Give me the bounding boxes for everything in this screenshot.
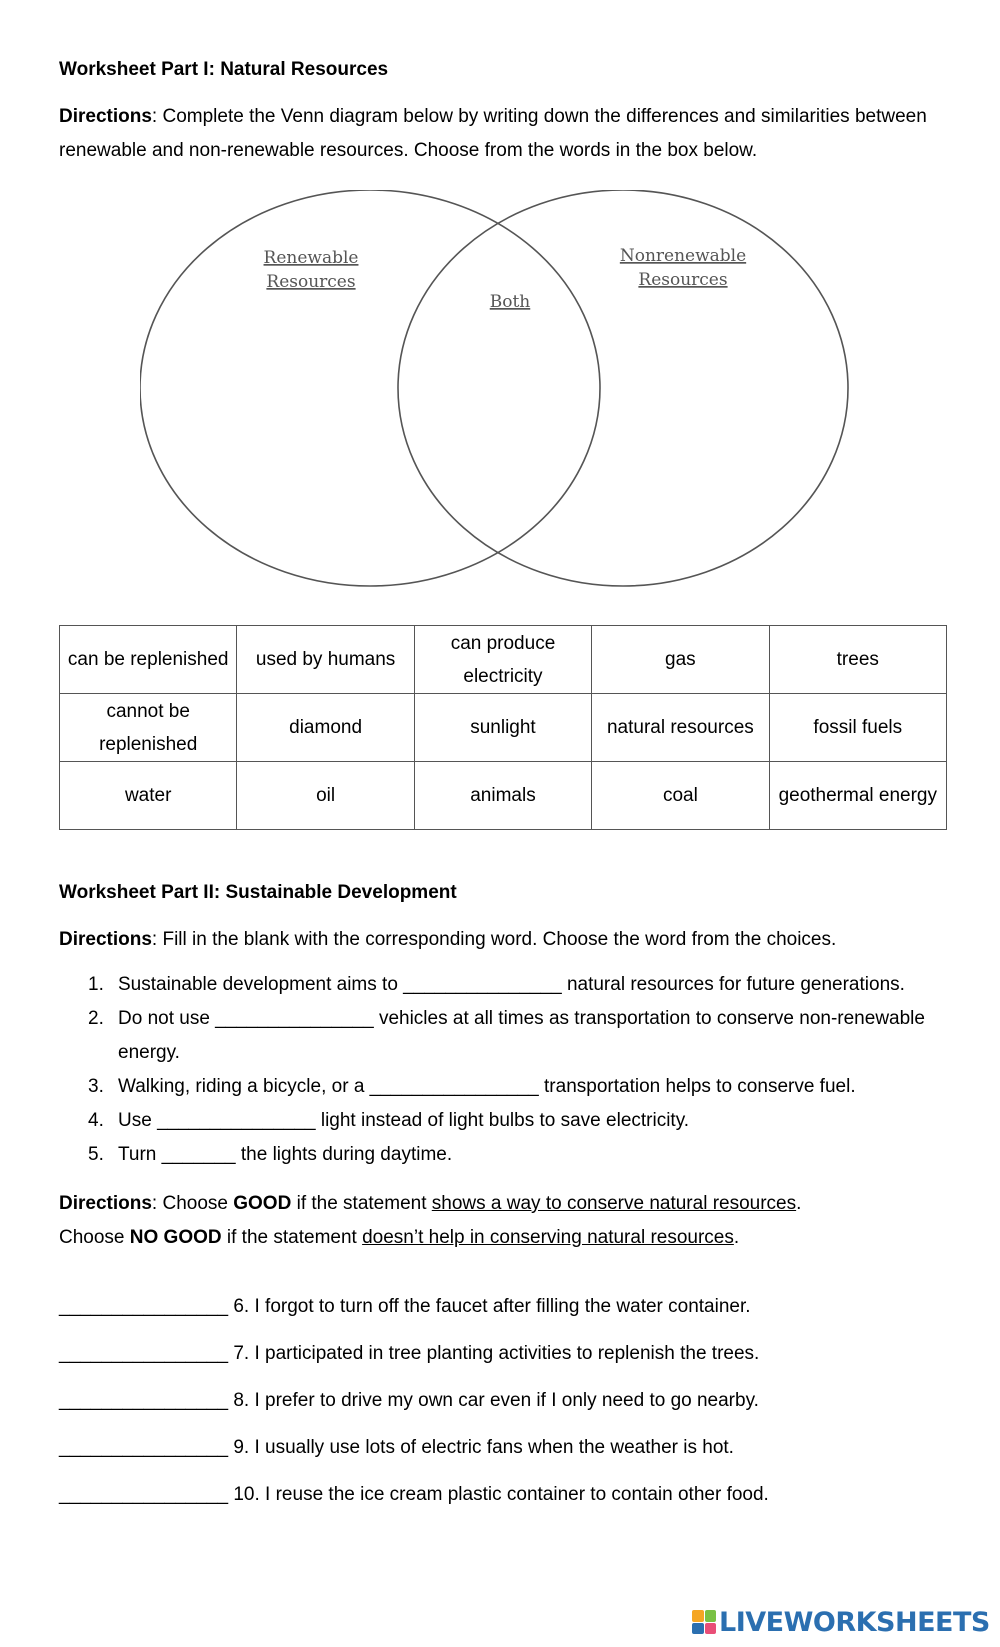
word-cell: geothermal energy — [769, 762, 946, 830]
logo-text: LIVEWORKSHEETS — [719, 1606, 990, 1638]
word-cell: natural resources — [592, 694, 769, 762]
statement-text: 10. I reuse the ice cream plastic container to contain other food. — [228, 1484, 769, 1505]
word-cell: cannot be replenished — [60, 694, 237, 762]
venn-right-label-2: Resources — [638, 270, 728, 290]
nogood-keyword: NO GOOD — [129, 1227, 222, 1248]
answer-blank[interactable]: ________________ — [59, 1343, 229, 1364]
directions-text: if the statement — [221, 1227, 363, 1248]
liveworksheets-logo — [692, 1605, 990, 1639]
word-cell: used by humans — [237, 626, 414, 694]
answer-blank[interactable]: ________________ — [59, 1484, 229, 1505]
venn-left-label-1: Renewable — [263, 248, 359, 268]
answer-blank[interactable]: ________________ — [59, 1390, 229, 1411]
part1-directions — [59, 100, 959, 168]
directions-text: : Fill in the blank with the corresponding word. Choose the word from the choices. — [151, 929, 837, 950]
statement-item — [59, 1436, 734, 1460]
directions-text: if the statement — [291, 1193, 432, 1214]
venn-both-label: Both — [489, 292, 531, 312]
renewable-circle — [140, 190, 600, 586]
directions-text: . — [733, 1227, 740, 1248]
logo-square — [692, 1623, 704, 1635]
directions-text: . — [796, 1193, 802, 1214]
part2-title: Worksheet Part II: Sustainable Development — [59, 882, 457, 903]
answer-blank[interactable]: ________________ — [59, 1296, 229, 1317]
item-text: Sustainable development aims to _______________ natural resources for future generations. — [118, 974, 905, 995]
logo-square — [705, 1610, 717, 1622]
word-cell: fossil fuels — [769, 694, 946, 762]
item-text: Walking, riding a bicycle, or a ________________ transportation helps to conserve fuel. — [118, 1076, 856, 1097]
statement-text: 6. I forgot to turn off the faucet after filling the water container. — [228, 1296, 751, 1317]
part1-title: Worksheet Part I: Natural Resources — [59, 59, 389, 80]
directions-text: Choose — [59, 1227, 130, 1248]
statement-item — [59, 1342, 759, 1366]
venn-right-label-1: Nonrenewable — [619, 246, 747, 266]
word-cell: can be replenished — [60, 626, 237, 694]
answer-blank[interactable]: ________________ — [59, 1437, 229, 1458]
word-cell: diamond — [237, 694, 414, 762]
directions-label: Directions — [59, 1193, 152, 1214]
part2-directions — [59, 923, 959, 957]
logo-square — [692, 1610, 704, 1622]
venn-diagram — [140, 190, 860, 590]
item-number: 4. — [88, 1110, 104, 1131]
word-cell: sunlight — [414, 694, 591, 762]
venn-left-label-2: Resources — [266, 272, 356, 292]
statement-item — [59, 1389, 759, 1413]
table-row — [60, 762, 947, 830]
statement-item — [59, 1295, 751, 1319]
table-row — [60, 694, 947, 762]
good-keyword: GOOD — [233, 1193, 292, 1214]
item-number: 3. — [88, 1076, 104, 1097]
word-cell: gas — [592, 626, 769, 694]
list-item — [88, 1104, 968, 1138]
directions-label: Directions — [59, 929, 152, 950]
nogood-criteria: doesn’t help in conserving natural resources — [362, 1227, 734, 1248]
directions-text: : Choose — [151, 1193, 234, 1214]
logo-square — [705, 1623, 717, 1635]
item-text: Turn _______ the lights during daytime. — [118, 1144, 453, 1165]
item-number: 2. — [88, 1008, 104, 1029]
word-cell: animals — [414, 762, 591, 830]
directions-label: Directions — [59, 106, 152, 127]
item-text: Do not use _______________ vehicles at all times as transportation to conserve non-renewable energy. — [118, 1008, 925, 1063]
word-cell: oil — [237, 762, 414, 830]
list-item — [88, 1002, 968, 1070]
item-number: 5. — [88, 1144, 104, 1165]
table-row — [60, 626, 947, 694]
word-cell: trees — [769, 626, 946, 694]
statement-text: 8. I prefer to drive my own car even if I only need to go nearby. — [228, 1390, 759, 1411]
fill-in-list — [88, 968, 968, 1172]
statement-text: 7. I participated in tree planting activities to replenish the trees. — [228, 1343, 760, 1364]
list-item — [88, 1070, 968, 1104]
statement-text: 9. I usually use lots of electric fans when the weather is hot. — [228, 1437, 734, 1458]
list-item — [88, 968, 968, 1002]
statement-item — [59, 1483, 769, 1507]
word-cell: can produce electricity — [414, 626, 591, 694]
directions-text: : Complete the Venn diagram below by writing down the differences and similarities between renewable and non-renewable resources. Choose from the words in the box below. — [59, 106, 927, 161]
good-nogood-directions — [59, 1187, 959, 1255]
word-box-table — [59, 625, 947, 830]
logo-mark-icon — [692, 1610, 716, 1634]
item-text: Use _______________ light instead of light bulbs to save electricity. — [118, 1110, 690, 1131]
word-cell: water — [60, 762, 237, 830]
item-number: 1. — [88, 974, 104, 995]
list-item — [88, 1138, 968, 1172]
good-criteria: shows a way to conserve natural resources — [431, 1193, 797, 1214]
word-cell: coal — [592, 762, 769, 830]
